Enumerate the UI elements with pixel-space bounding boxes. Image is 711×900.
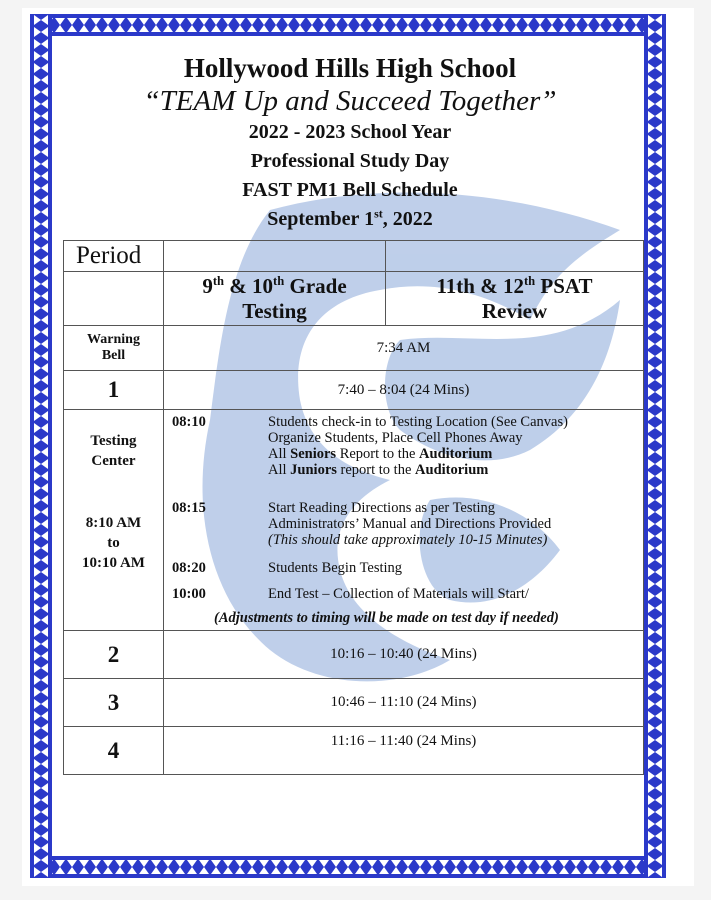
decorative-border-bottom [30,856,666,878]
document-header [60,52,640,234]
schedule-date: September 1st, 2022 [267,206,433,230]
period-3-time: 10:46 – 11:10 (24 Mins) [164,679,644,727]
school-motto: “TEAM Up and Succeed Together” [143,85,557,117]
adjustment-note: (Adjustments to timing will be made on test day if needed) [214,610,559,626]
table-row-warning [64,326,644,371]
period-2-label: 2 [64,631,164,679]
juniors-note: All Juniors report to the Auditorium [268,462,489,478]
period-4-label: 4 [64,727,164,775]
warning-bell-label: Warning Bell [64,326,164,371]
table-row-period-4 [64,727,644,775]
testing-details: 08:10 Students check-in to Testing Location (See Canvas) Organize Students, Place Cell Phones Away All Seniors Report to the Auditorium All Juniors report to the Auditorium 08:15 Start Reading Directions as per Testing Administrators’ Manual and Directions Provided (This should take approximately 10-15 Minutes) 08:20 Students Begin Testing 10:00 End Test – Collection of Materials will Start/ (Adjustments to timing will be made on test day if needed) [164,410,644,631]
grade-header-row [64,272,644,326]
period-2-time: 10:16 – 10:40 (24 Mins) [164,631,644,679]
table-row-testing [64,410,644,631]
decorative-border-left [30,14,52,878]
school-name: Hollywood Hills High School [183,53,517,83]
table-row-period-2 [64,631,644,679]
grade-9-10-header: 9th & 10th Grade Testing [164,272,386,326]
grade-11-12-header: 11th & 12th PSAT Review [386,272,644,326]
school-year: 2022 - 2023 School Year [248,121,452,143]
period-4-time: 11:16 – 11:40 (24 Mins) [164,727,644,775]
period-1-label: 1 [64,371,164,410]
decorative-border-top [30,14,666,36]
period-1-time: 7:40 – 8:04 (24 Mins) [164,371,644,410]
seniors-note: All Seniors Report to the Auditorium [268,446,493,462]
table-row-period-3 [64,679,644,727]
period-header: Period [64,241,164,272]
schedule-title: FAST PM1 Bell Schedule [242,179,458,201]
period-3-label: 3 [64,679,164,727]
table-row-period-1 [64,371,644,410]
testing-center-label: Testing Center 8:10 AM to 10:10 AM [64,410,164,631]
day-type: Professional Study Day [250,150,450,172]
bell-schedule-table [63,240,644,775]
table-header-row [64,241,644,272]
warning-bell-time: 7:34 AM [164,326,644,371]
